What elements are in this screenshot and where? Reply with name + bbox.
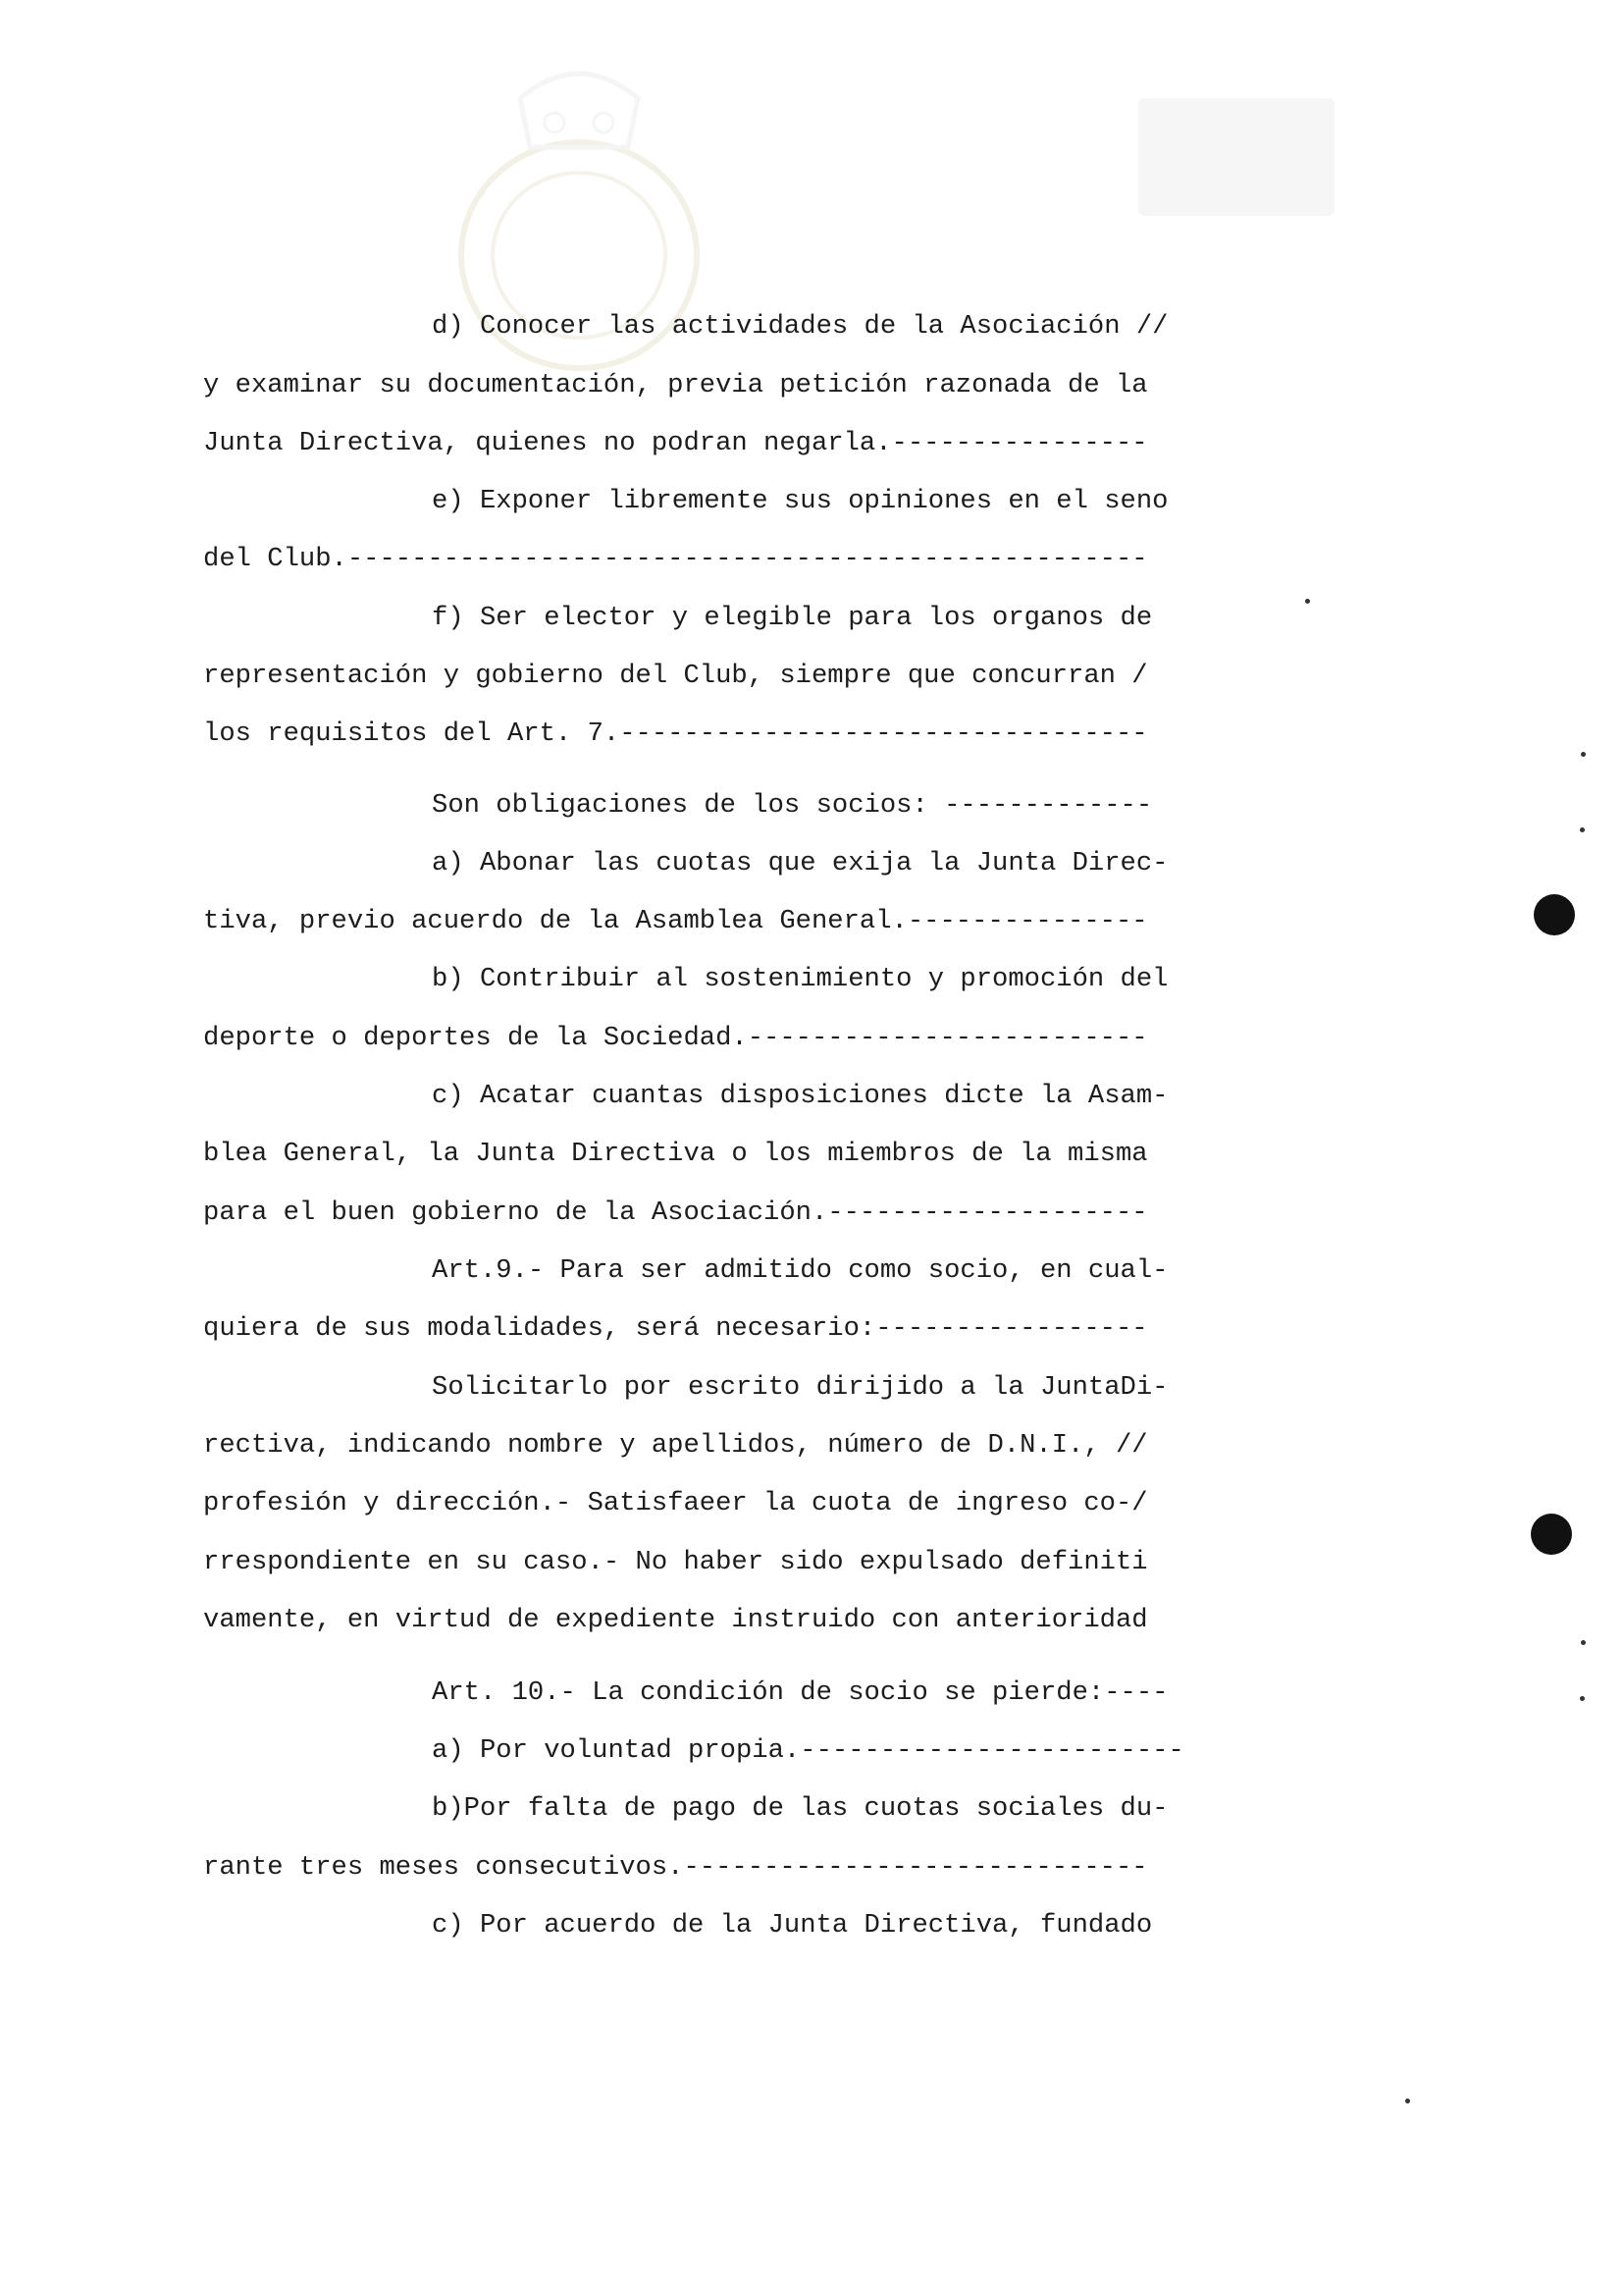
text-line: Art.9.- Para ser admitido como socio, en cual- (432, 1255, 1169, 1286)
text-line: rectiva, indicando nombre y apellidos, número de D.N.I., // (203, 1430, 1148, 1461)
speck (1305, 599, 1310, 604)
text-line: Art. 10.- La condición de socio se pierde:---- (432, 1677, 1169, 1708)
text-line: Junta Directiva, quienes no podran negarla.---------------- (203, 428, 1148, 458)
text-line: b)Por falta de pago de las cuotas sociales du- (432, 1793, 1169, 1824)
punch-hole (1534, 894, 1575, 935)
text-line: los requisitos del Art. 7.--------------------------------- (203, 718, 1148, 749)
speck (1405, 2099, 1410, 2103)
speck (1580, 1696, 1585, 1701)
speck (1580, 827, 1585, 832)
text-line: d) Conocer las actividades de la Asociación // (432, 311, 1169, 342)
speck (1581, 1640, 1586, 1645)
text-line: a) Por voluntad propia.------------------------ (432, 1735, 1184, 1766)
text-line: del Club.-------------------------------------------------- (203, 544, 1148, 574)
text-line: rrespondiente en su caso.- No haber sido expulsado definiti (203, 1547, 1148, 1577)
text-line: e) Exponer libremente sus opiniones en el seno (432, 486, 1169, 516)
text-line: c) Por acuerdo de la Junta Directiva, fundado (432, 1910, 1153, 1941)
text-line: f) Ser elector y elegible para los organos de (432, 603, 1153, 633)
text-line: profesión y dirección.- Satisfaeer la cuota de ingreso co-/ (203, 1488, 1148, 1518)
text-line: tiva, previo acuerdo de la Asamblea General.--------------- (203, 906, 1148, 936)
text-line: blea General, la Junta Directiva o los miembros de la misma (203, 1139, 1148, 1169)
speck (1581, 752, 1586, 757)
faint-corner-stamp (1138, 98, 1335, 216)
text-line: a) Abonar las cuotas que exija la Junta Direc- (432, 848, 1169, 878)
punch-hole (1531, 1514, 1572, 1555)
text-line: y examinar su documentación, previa petición razonada de la (203, 370, 1148, 400)
text-line: Son obligaciones de los socios: ------------- (432, 790, 1153, 821)
text-line: b) Contribuir al sostenimiento y promoción del (432, 964, 1169, 994)
seal-watermark (383, 39, 736, 412)
text-line: rante tres meses consecutivos.----------------------------- (203, 1852, 1148, 1883)
text-line: para el buen gobierno de la Asociación.-------------------- (203, 1197, 1148, 1228)
text-line: c) Acatar cuantas disposiciones dicte la Asam- (432, 1081, 1169, 1111)
text-line: Solicitarlo por escrito dirijido a la JuntaDi- (432, 1372, 1169, 1403)
text-line: deporte o deportes de la Sociedad.------------------------- (203, 1023, 1148, 1053)
text-line: vamente, en virtud de expediente instruido con anterioridad (203, 1605, 1148, 1635)
text-line: quiera de sus modalidades, será necesario:----------------- (203, 1313, 1148, 1344)
text-line: representación y gobierno del Club, siempre que concurran / (203, 661, 1148, 691)
